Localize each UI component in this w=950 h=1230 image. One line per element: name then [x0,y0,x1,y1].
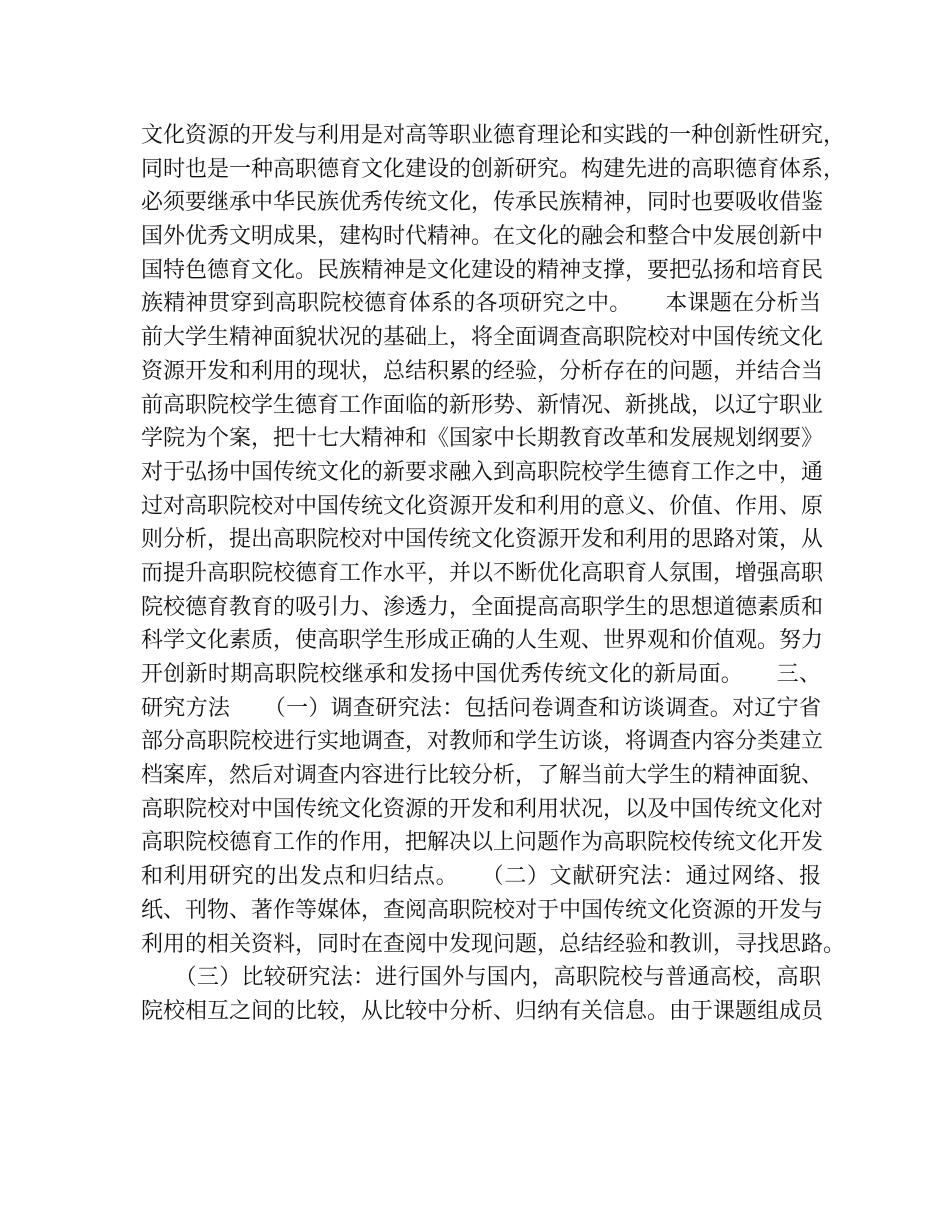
text-line: 资源开发和利用的现状，总结积累的经验，分析存在的问题，并结合当 [141,358,824,384]
text-line: 和利用研究的出发点和归结点。 （二）文献研究法：通过网络、报 [141,864,821,890]
text-line: 档案库，然后对调查内容进行比较分析，了解当前大学生的精神面貌、 [141,763,824,789]
text-line: 院校相互之间的比较，从比较中分析、归纳有关信息。由于课题组成员 [141,998,824,1024]
text-line: 文化资源的开发与利用是对高等职业德育理论和实践的一种创新性研究， [141,123,846,148]
text-line: 利用的相关资料，同时在查阅中发现问题，总结经验和教训，寻找思路。 [141,931,846,957]
text-line: （三）比较研究法：进行国外与国内，高职院校与普通高校，高职 [141,965,821,991]
text-line: 同时也是一种高职德育文化建设的创新研究。构建先进的高职德育体系， [141,156,846,182]
text-line: 国特色德育文化。民族精神是文化建设的精神支撑，要把弘扬和培育民 [141,257,824,283]
text-line: 过对高职院校对中国传统文化资源开发和利用的意义、价值、作用、原 [141,493,824,519]
text-line: 前大学生精神面貌状况的基础上，将全面调查高职院校对中国传统文化 [141,325,824,351]
text-line: 国外优秀文明成果，建构时代精神。在文化的融会和整合中发展创新中 [141,224,824,250]
text-line: 前高职院校学生德育工作面临的新形势、新情况、新挑战，以辽宁职业 [141,392,824,418]
text-line: 研究方法 （一）调查研究法：包括问卷调查和访谈调查。对辽宁省 [141,695,821,721]
body-text [141,119,846,1029]
text-line: 学院为个案，把十七大精神和《国家中长期教育改革和发展规划纲要》 [141,426,824,452]
text-line: 科学文化素质，使高职学生形成正确的人生观、世界观和价值观。努力 [141,628,824,654]
text-line: 族精神贯穿到高职院校德育体系的各项研究之中。 本课题在分析当 [141,291,821,317]
text-line: 高职院校德育工作的作用，把解决以上问题作为高职院校传统文化开发 [141,830,824,856]
text-line: 部分高职院校进行实地调查，对教师和学生访谈，将调查内容分类建立 [141,729,824,755]
text-line: 则分析，提出高职院校对中国传统文化资源开发和利用的思路对策，从 [141,527,824,553]
text-line: 高职院校对中国传统文化资源的开发和利用状况，以及中国传统文化对 [141,796,824,822]
text-line: 对于弘扬中国传统文化的新要求融入到高职院校学生德育工作之中，通 [141,459,824,485]
text-line: 开创新时期高职院校继承和发扬中国优秀传统文化的新局面。 三、 [141,662,821,687]
text-line: 纸、刊物、著作等媒体，查阅高职院校对于中国传统文化资源的开发与 [141,897,824,923]
text-line: 院校德育教育的吸引力、渗透力，全面提高高职学生的思想道德素质和 [141,594,824,620]
text-line: 而提升高职院校德育工作水平，并以不断优化高职育人氛围，增强高职 [141,560,824,586]
text-line: 必须要继承中华民族优秀传统文化，传承民族精神，同时也要吸收借鉴 [141,190,824,216]
